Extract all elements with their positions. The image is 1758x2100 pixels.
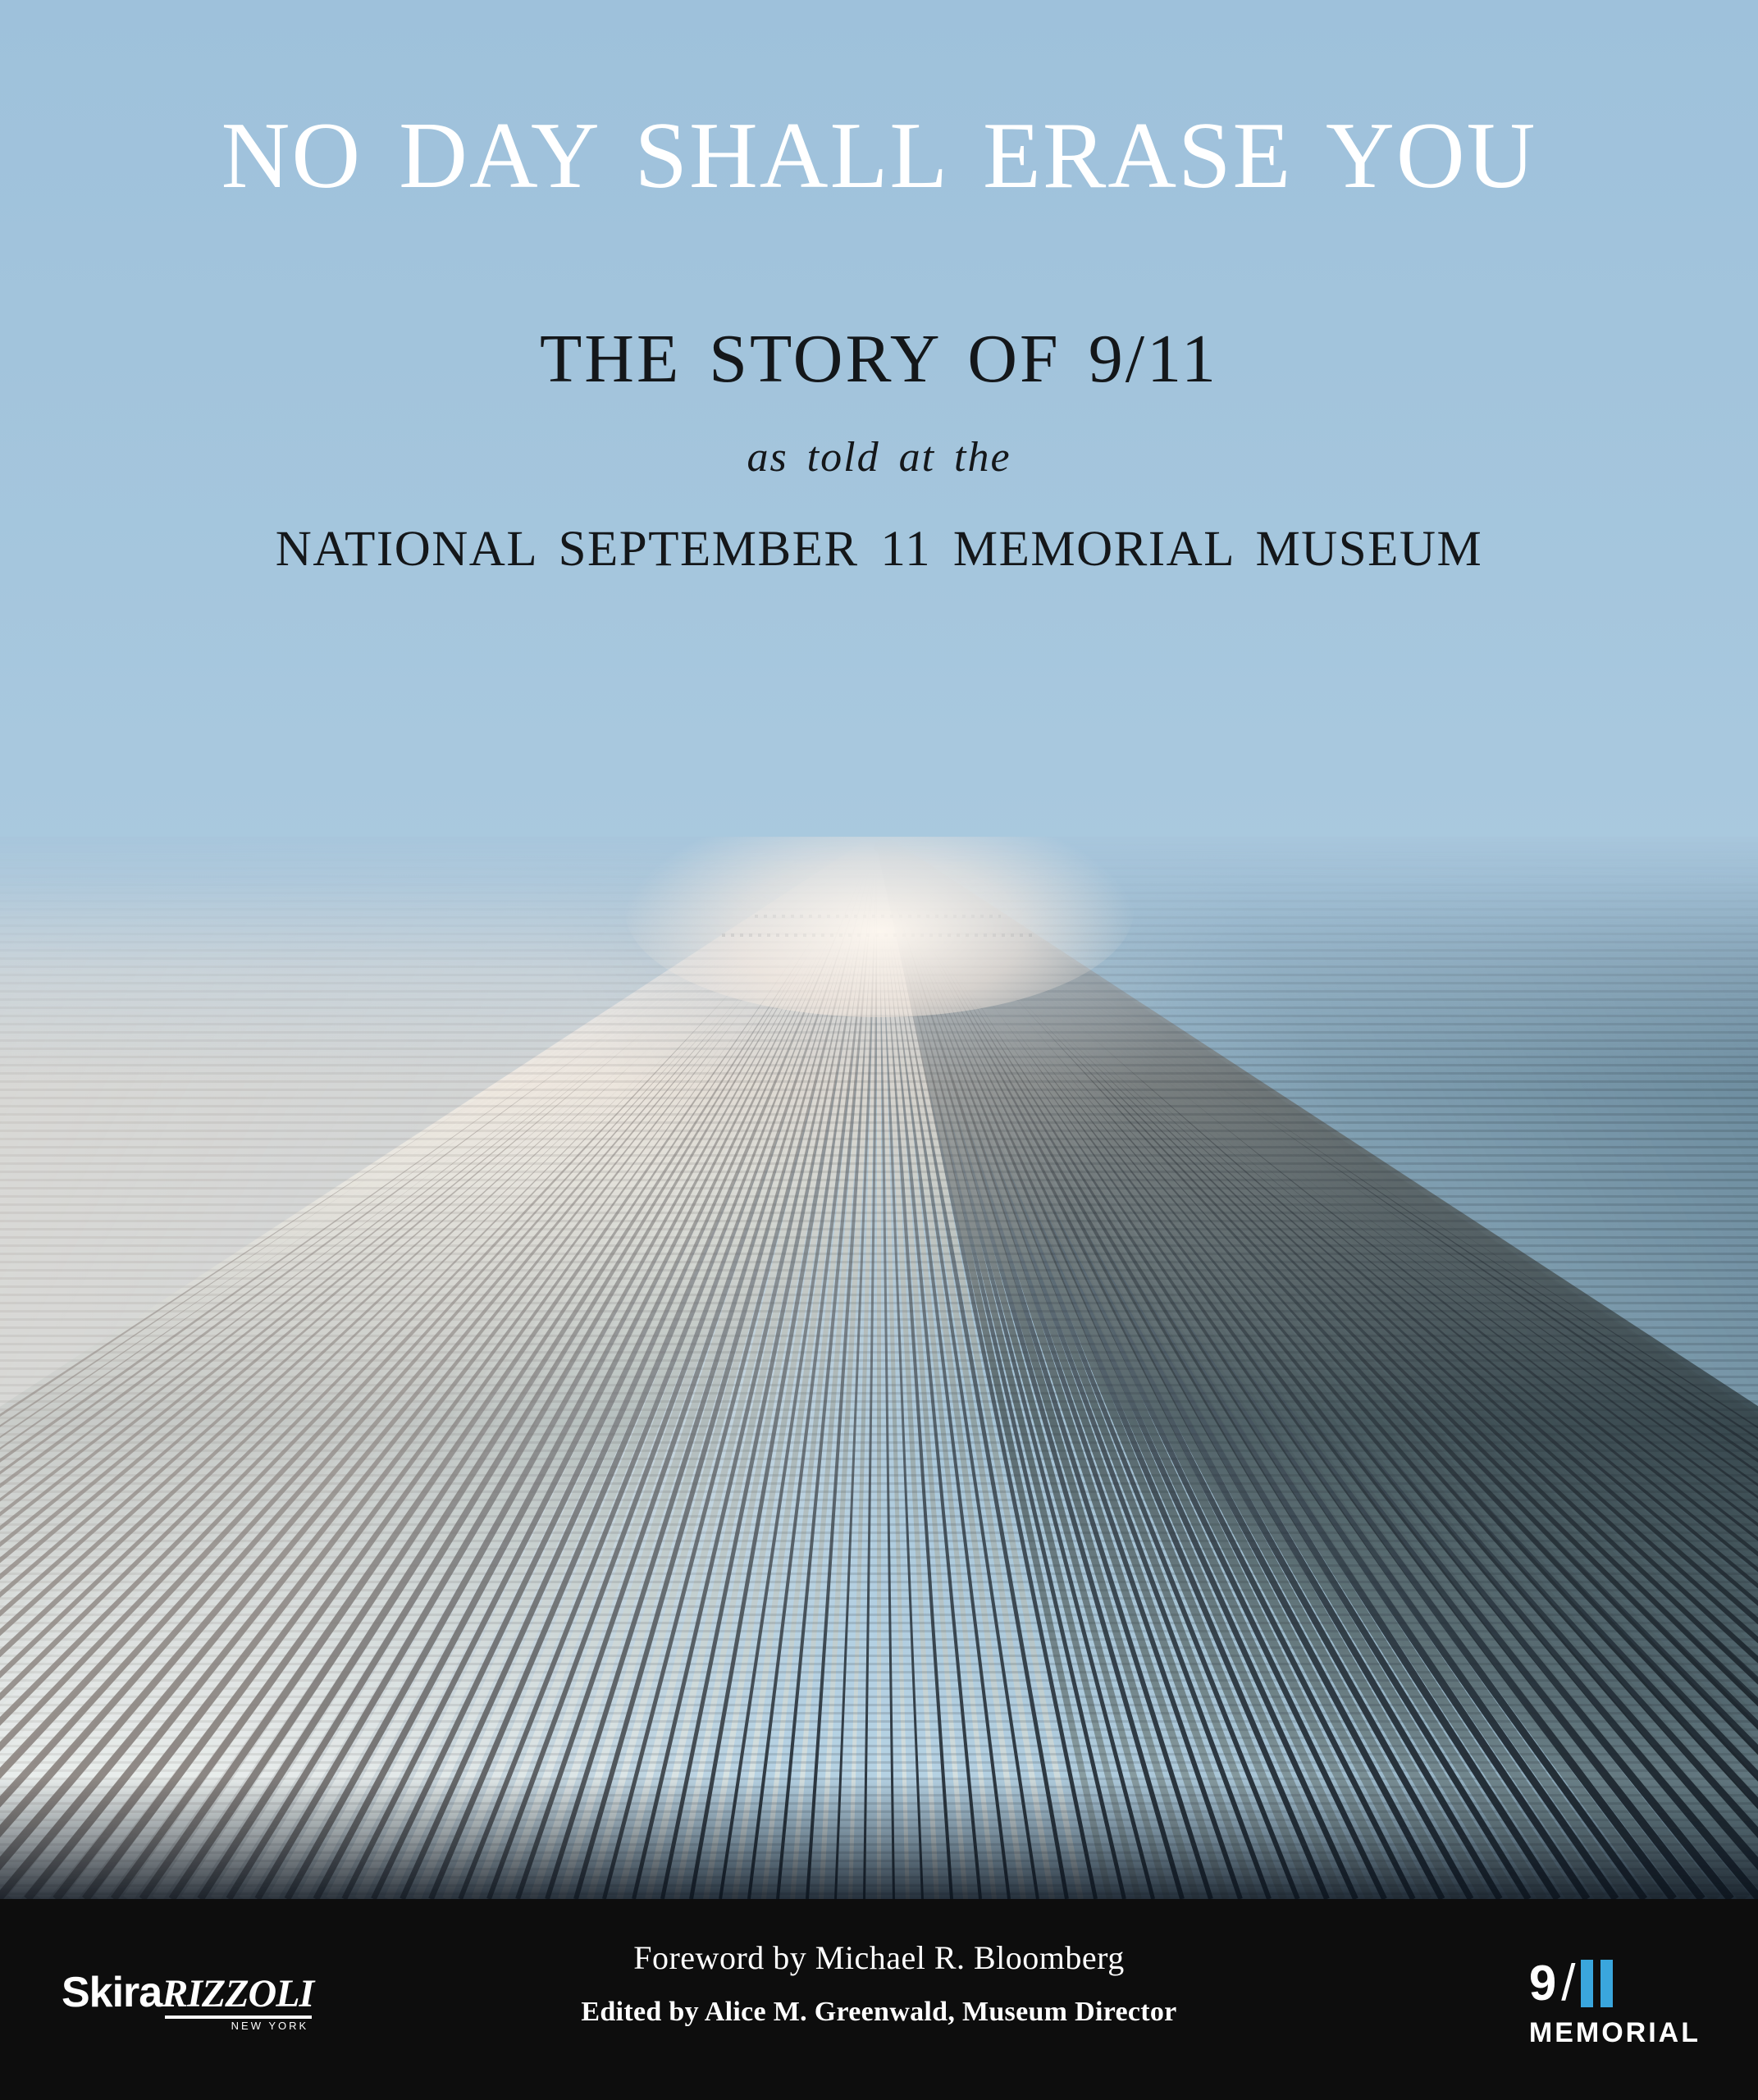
facade-ribs bbox=[0, 837, 1758, 1899]
memorial-eleven-bars bbox=[1581, 1960, 1613, 2007]
institution-name: NATIONAL SEPTEMBER 11 MEMORIAL MUSEUM bbox=[275, 522, 1483, 577]
credits-block bbox=[0, 1938, 1758, 2028]
memorial-logo-mark bbox=[1528, 1955, 1701, 2011]
memorial-bar-two bbox=[1600, 1960, 1613, 2007]
memorial-bar-one bbox=[1581, 1960, 1593, 2007]
publisher-rizzoli-text: RIZZOLI bbox=[162, 1972, 314, 2016]
memorial-word: MEMORIAL bbox=[1528, 2017, 1701, 2048]
foreword-credit: Foreword by Michael R. Bloomberg bbox=[633, 1939, 1125, 1976]
subtitle: THE STORY OF 9/11 bbox=[540, 321, 1218, 397]
connector-text: as told at the bbox=[747, 434, 1011, 481]
main-title: NO DAY SHALL ERASE YOU bbox=[221, 103, 1537, 208]
title-block bbox=[0, 0, 1758, 578]
tower-facade-photo bbox=[0, 837, 1758, 1899]
memorial-slash: / bbox=[1561, 1955, 1576, 2011]
cover-footer bbox=[0, 1899, 1758, 2100]
publisher-skira-label: Skira bbox=[62, 1969, 162, 2016]
memorial-logo[interactable] bbox=[1528, 1955, 1701, 2049]
publisher-location: NEW YORK bbox=[231, 2020, 309, 2032]
editor-credit: Edited by Alice M. Greenwald, Museum Director bbox=[581, 1997, 1177, 2027]
memorial-nine: 9 bbox=[1528, 1956, 1557, 2011]
